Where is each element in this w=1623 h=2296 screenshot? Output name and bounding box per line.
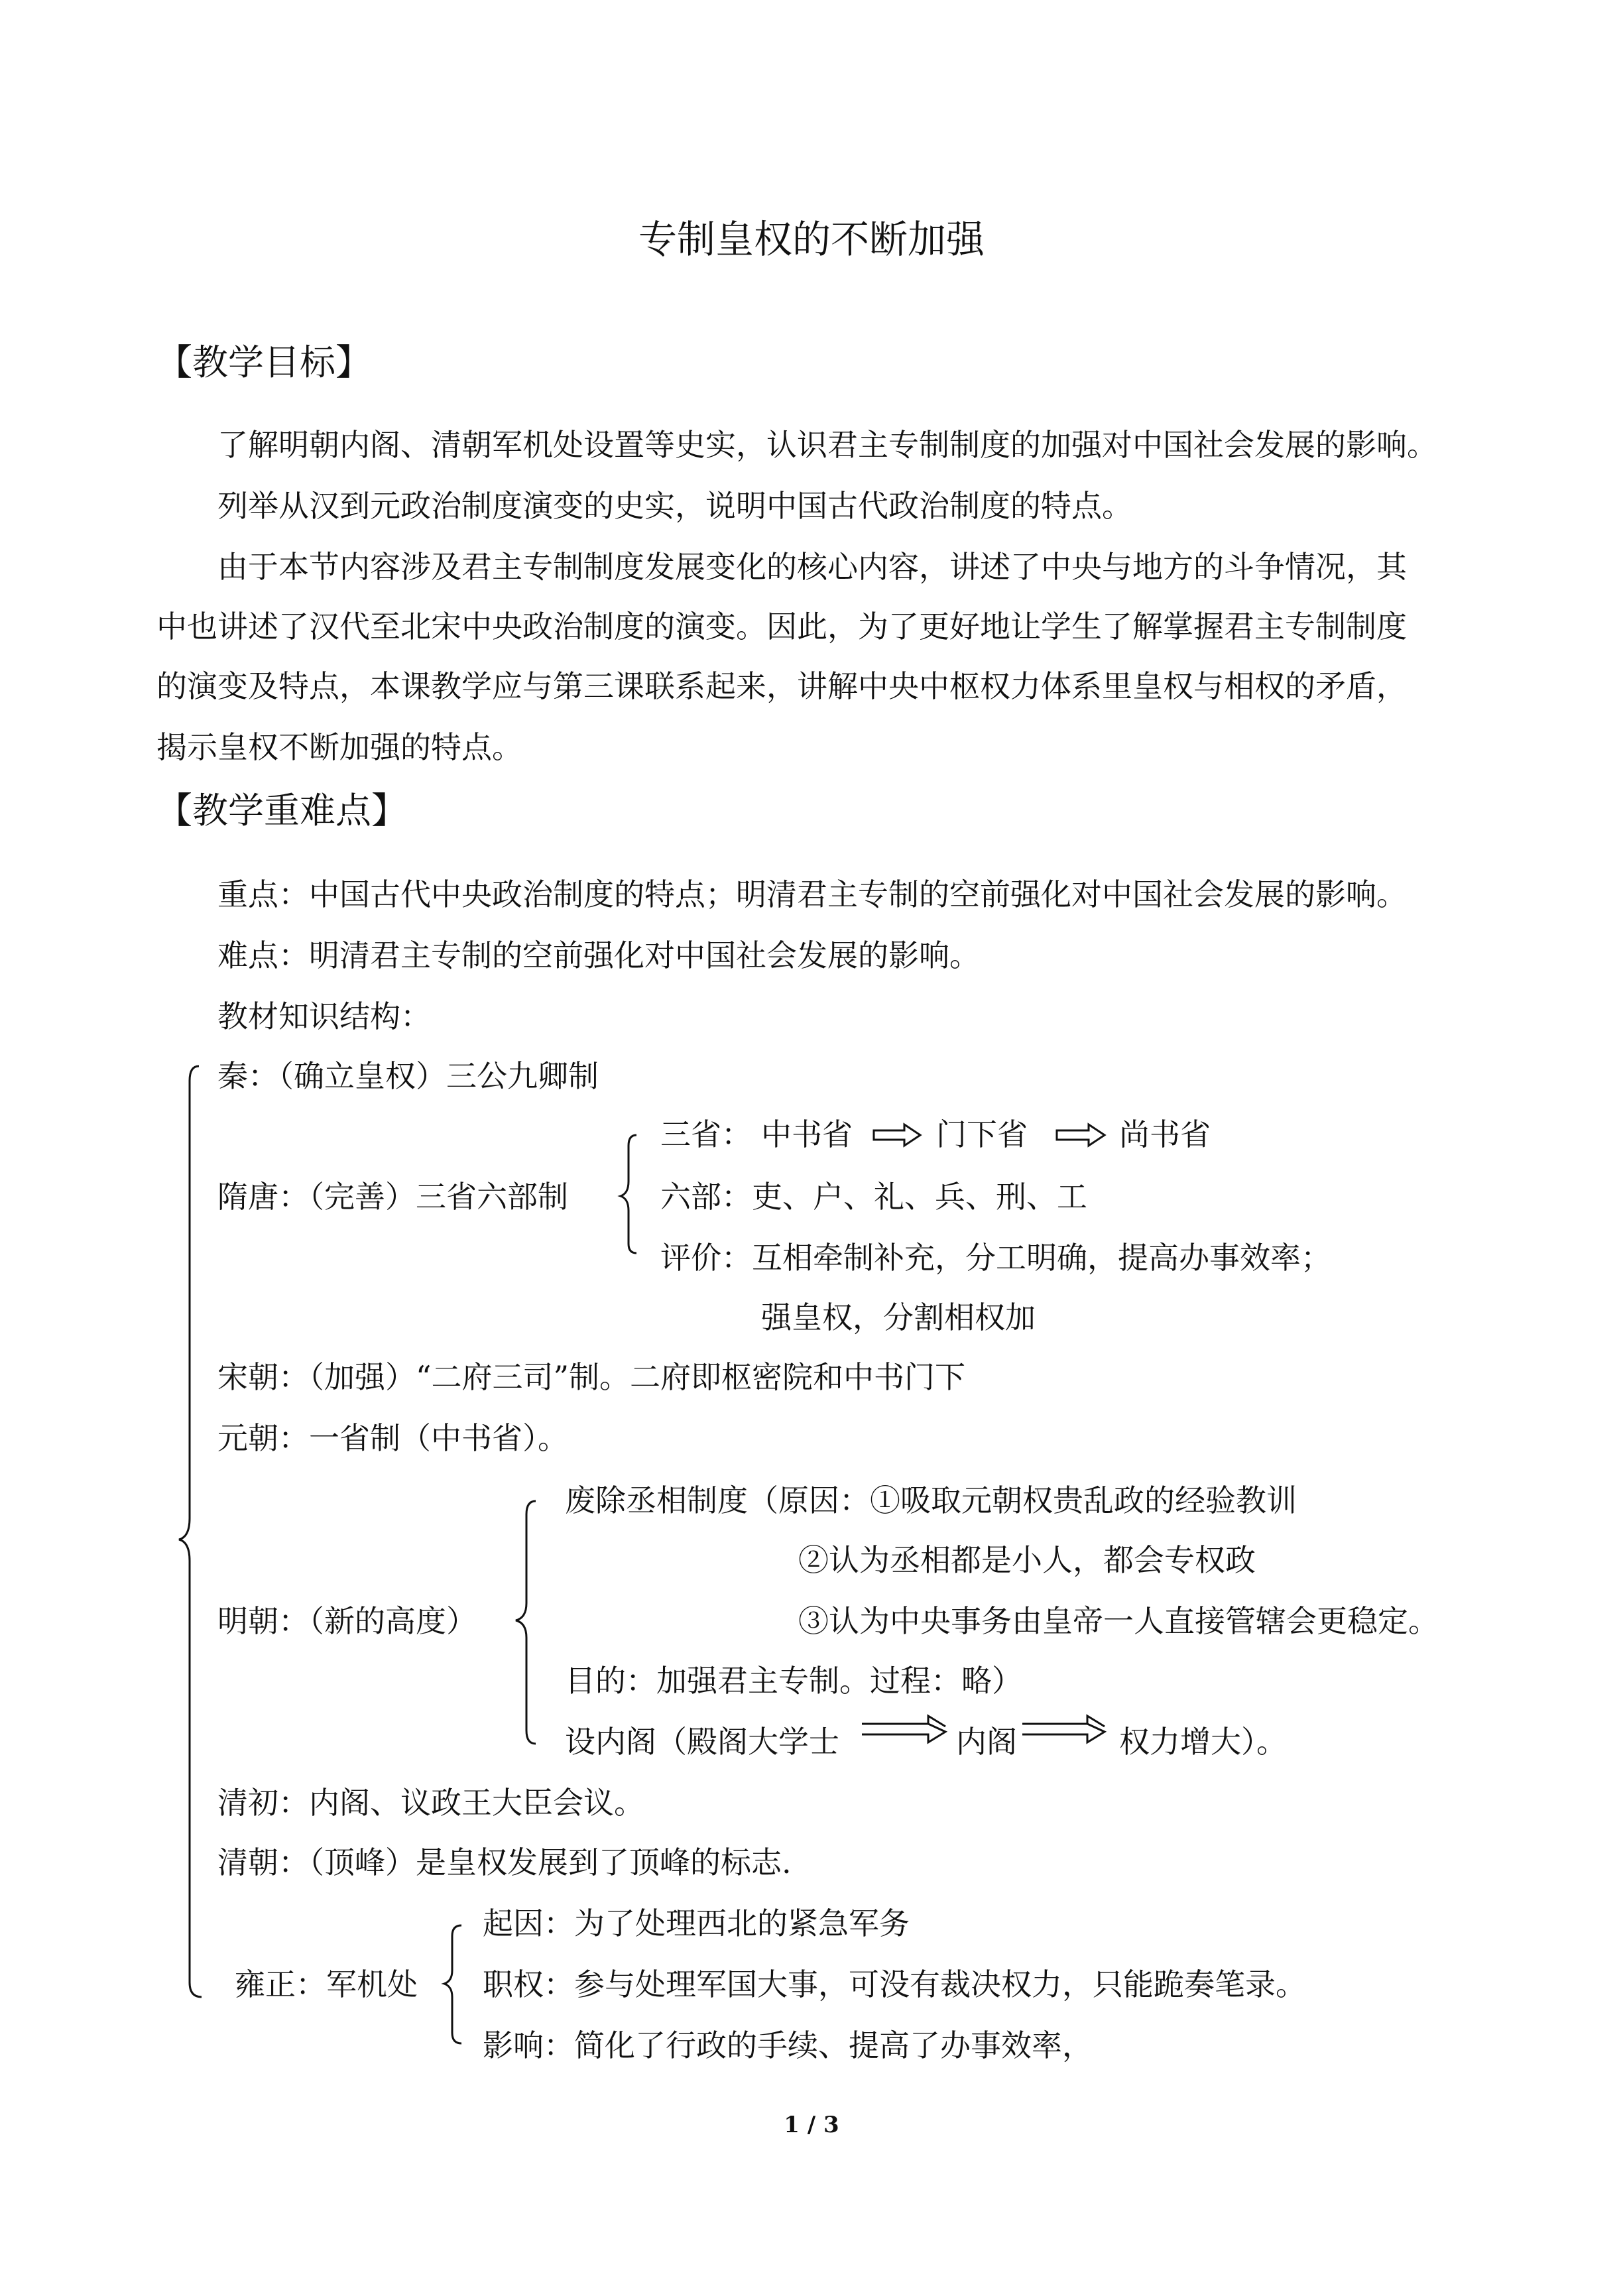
page-title: 专制皇权的不断加强 [638, 217, 985, 262]
objectives-line-3: 由于本节内容涉及君主专制制度发展变化的核心内容，讲述了中央与地方的斗争情况，其 [217, 549, 1407, 585]
objectives-line-4: 中也讲述了汉代至北宋中央政治制度的演变。因此，为了更好地让学生了解掌握君主专制制度 [156, 609, 1407, 644]
sansheng-menxia: 门下省 [936, 1117, 1028, 1152]
arrow-icon [1022, 1716, 1105, 1742]
pingjia-line-2: 强皇权，分割相权加 [761, 1299, 1036, 1335]
suitang-brace [621, 1135, 636, 1253]
arrow-icon [874, 1124, 920, 1146]
keypoint-important: 重点：中国古代中央政治制度的特点；明清君主专制的空前强化对中国社会发展的影响。 [217, 876, 1407, 912]
pingjia-line: 评价：互相牵制补充，分工明确，提高办事效率； [660, 1240, 1331, 1276]
keypoint-difficult: 难点：明清君主专制的空前强化对中国社会发展的影响。 [217, 937, 980, 973]
objectives-line-1: 了解明朝内阁、清朝军机处设置等史实，认识君主专制制度的加强对中国社会发展的影响。 [217, 427, 1437, 463]
page-number: 1 / 3 [784, 2112, 839, 2138]
ming-line: 明朝：（新的高度） [217, 1603, 477, 1639]
arrow-icon [1057, 1124, 1105, 1146]
keypoints-heading: 【教学重难点】 [156, 790, 407, 831]
yongzheng-reason: 起因：为了处理西北的紧急军务 [483, 1905, 910, 1941]
objectives-line-5: 的演变及特点，本课教学应与第三课联系起来，讲解中央中枢权力体系里皇权与相权的矛盾， [156, 668, 1407, 704]
yongzheng-impact: 影响：简化了行政的手续、提高了办事效率， [483, 2027, 1093, 2063]
yongzheng-power: 职权：参与处理军国大事，可没有裁决权力，只能跪奏笔录。 [483, 1966, 1306, 2002]
ming-line-1: 废除丞相制度（原因：①吸取元朝权贵乱政的经验教训 [565, 1482, 1297, 1518]
ming-line-2: ②认为丞相都是小人，都会专权政 [798, 1542, 1256, 1578]
objectives-line-2: 列举从汉到元政治制度演变的史实，说明中国古代政治制度的特点。 [217, 488, 1132, 524]
ming-line-4: 目的：加强君主专制。过程：略） [565, 1663, 1022, 1699]
arrow-icon [862, 1716, 945, 1742]
ming-brace [516, 1501, 536, 1744]
knowledge-structure-label: 教材知识结构： [217, 998, 431, 1034]
sansheng-shangshu: 尚书省 [1119, 1117, 1211, 1152]
yuan-line: 元朝：一省制（中书省）。 [217, 1420, 568, 1456]
qin-line: 秦：（确立皇权）三公九卿制 [217, 1058, 599, 1094]
song-line: 宋朝：（加强）“二府三司”制。二府即枢密院和中书门下 [217, 1359, 966, 1395]
suitang-line: 隋唐：（完善）三省六部制 [217, 1179, 568, 1215]
yongzheng-brace [444, 1925, 461, 2043]
liubu-line: 六部：吏、户、礼、兵、刑、工 [660, 1179, 1087, 1215]
objectives-line-6: 揭示皇权不断加强的特点。 [156, 729, 522, 765]
yongzheng-line: 雍正：军机处 [235, 1966, 418, 2002]
ming-line-3: ③认为中央事务由皇帝一人直接管辖会更稳定。 [798, 1603, 1439, 1639]
sansheng-label: 三省： [660, 1117, 752, 1152]
ming-line-5a: 设内阁（殿阁大学士 [565, 1724, 839, 1760]
ming-line-5b: 内阁 [956, 1724, 1017, 1760]
qing-line: 清朝：（顶峰）是皇权发展到了顶峰的标志. [217, 1844, 792, 1880]
sansheng-zhongshu: 中书省 [761, 1117, 853, 1152]
main-brace [179, 1066, 202, 1997]
objectives-heading: 【教学目标】 [156, 341, 371, 383]
ming-line-5c: 权力增大）。 [1119, 1724, 1287, 1760]
qingchu-line: 清初：内阁、议政王大臣会议。 [217, 1785, 644, 1821]
